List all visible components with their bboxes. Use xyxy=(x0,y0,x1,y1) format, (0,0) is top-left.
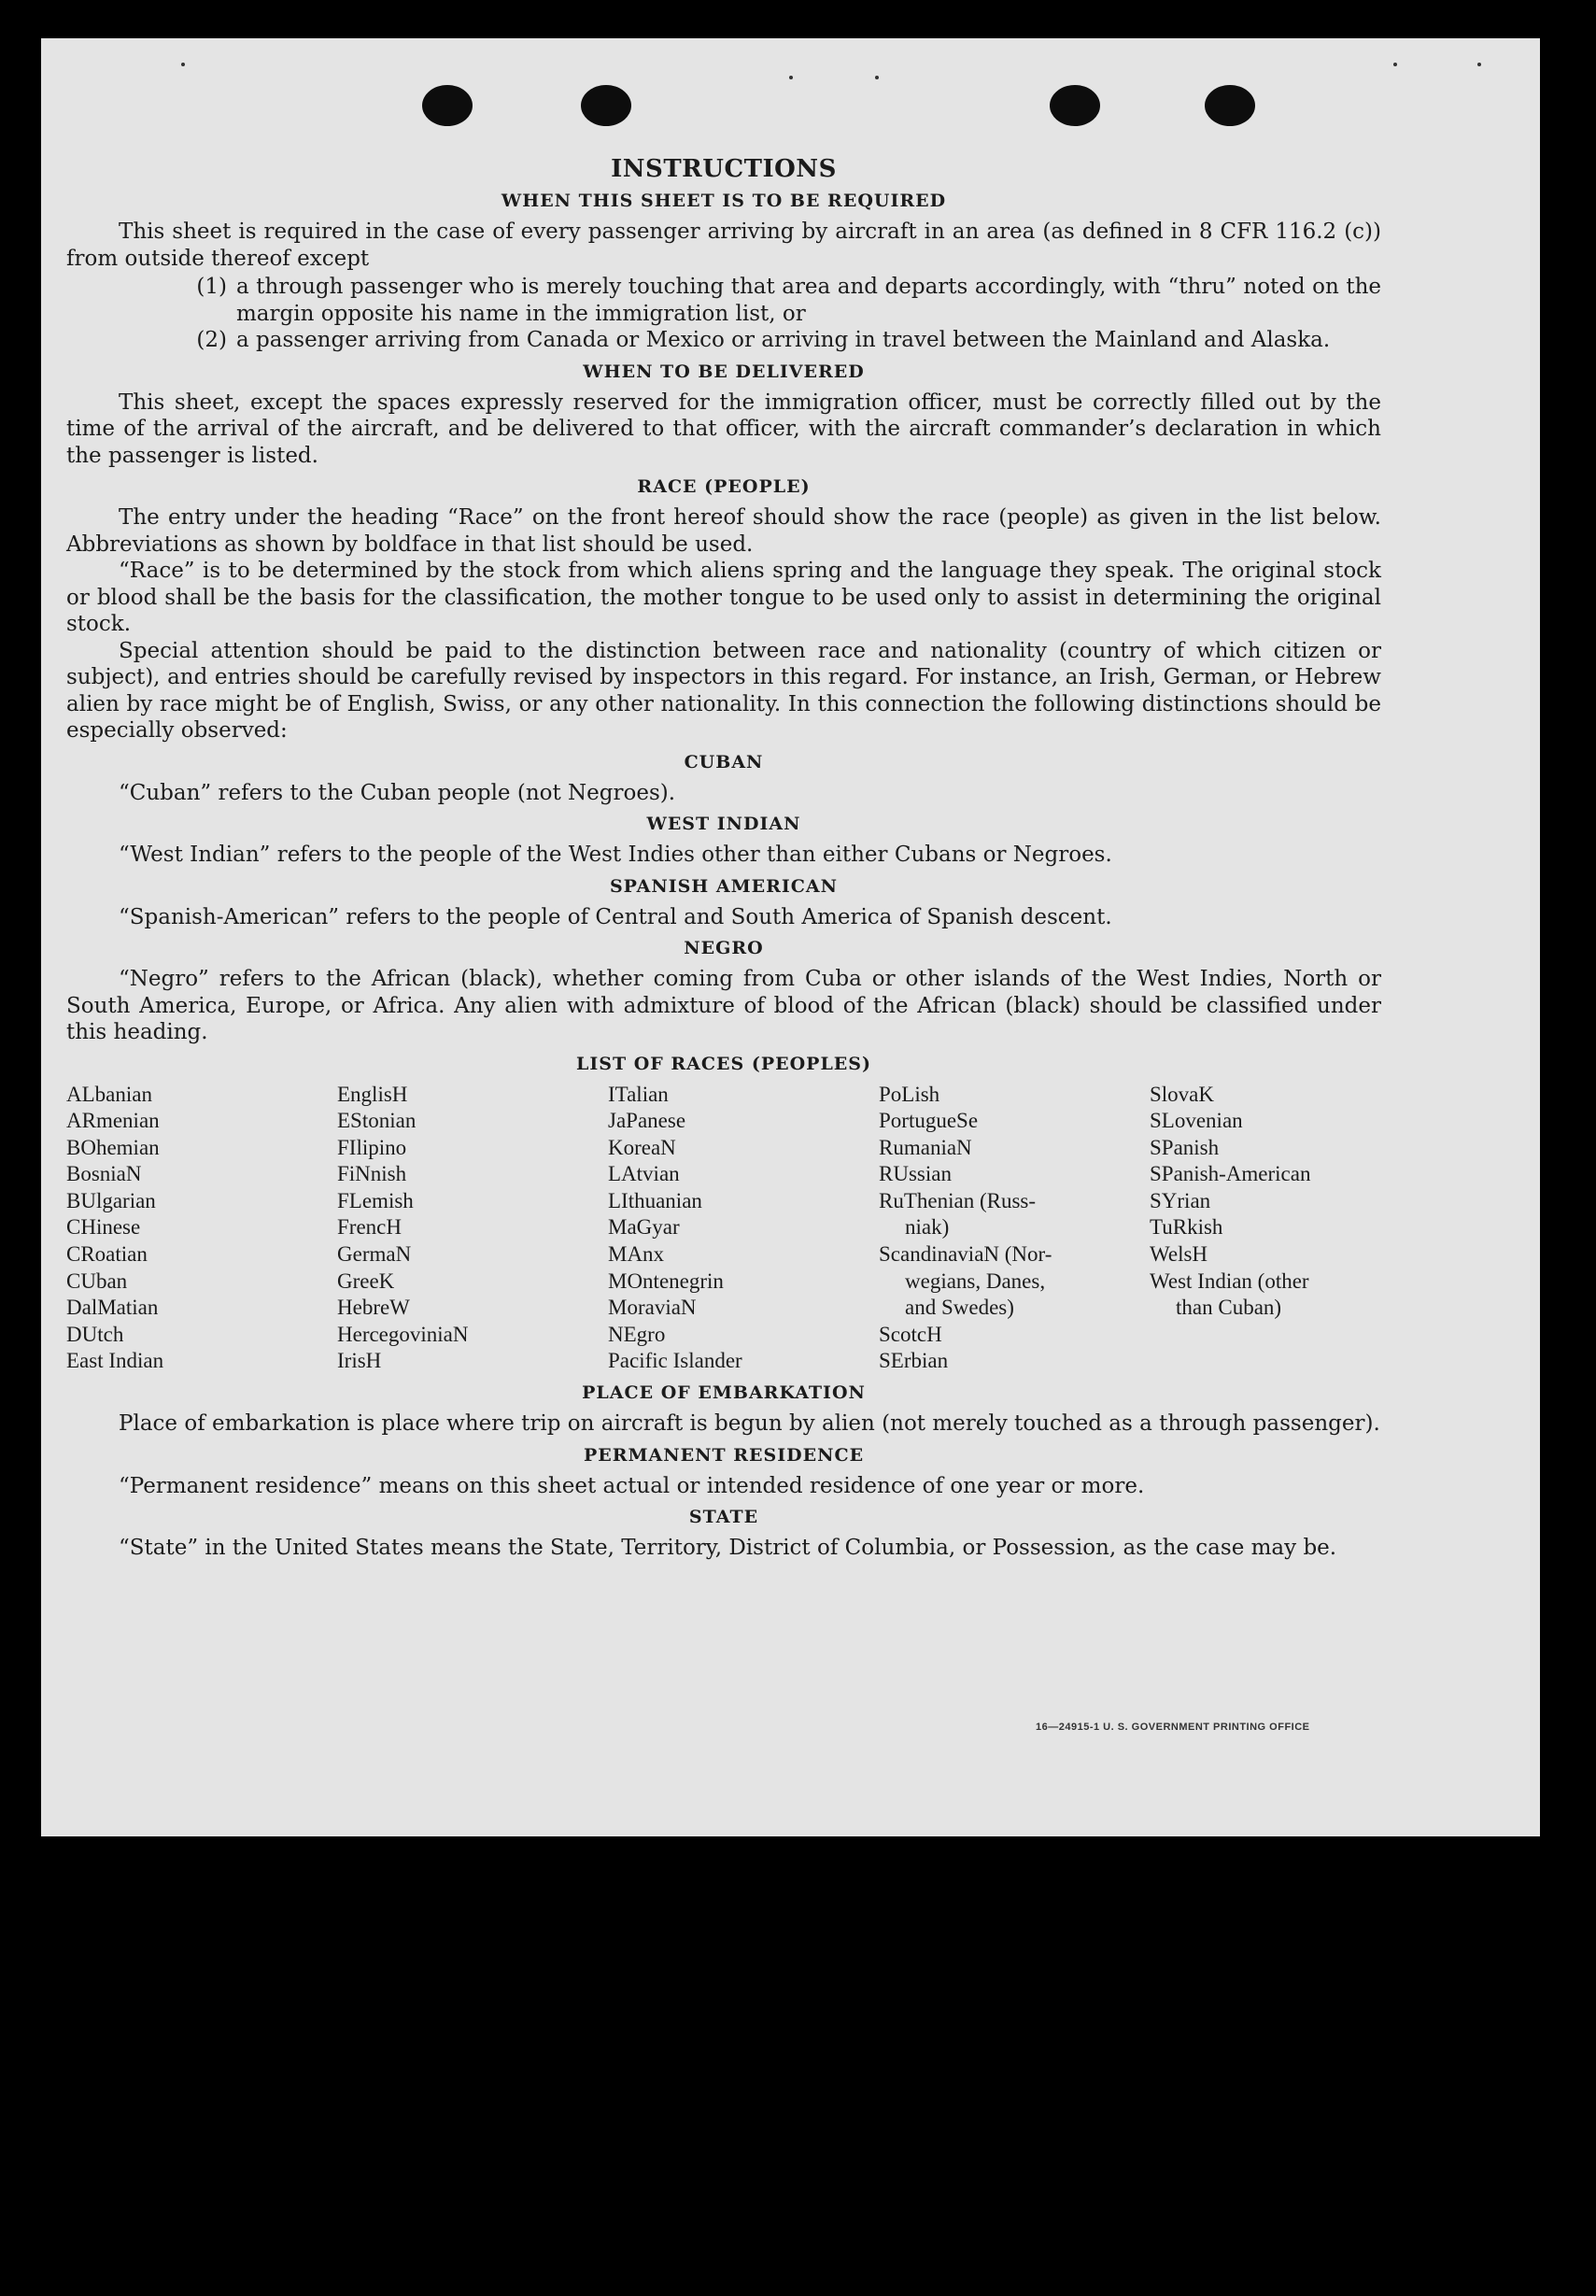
race-entry: KoreaN xyxy=(608,1135,676,1159)
section-heading-west-indian: WEST INDIAN xyxy=(646,814,801,834)
race-entry: RuThenian (Russ- xyxy=(879,1188,1037,1212)
race-entry: TuRkish xyxy=(1150,1215,1223,1240)
races-column xyxy=(1150,1082,1420,1376)
race-entry: NEgro xyxy=(608,1322,666,1346)
form-code: 16—24915-1 U. S. GOVERNMENT PRINTING OFFICE xyxy=(1036,1722,1310,1733)
item-text: a passenger arriving from Canada or Mexico or arriving in travel between the Mainland and Alaska. xyxy=(236,328,1331,352)
page-title: INSTRUCTIONS xyxy=(611,155,837,183)
race-entry: WelsH xyxy=(1150,1242,1208,1267)
race-entry: JaPanese xyxy=(608,1109,686,1133)
race-entry: FLemish xyxy=(337,1188,414,1212)
race-entry: SLovenian xyxy=(1150,1109,1243,1133)
punch-hole xyxy=(581,85,631,126)
race-entry: SPanish-American xyxy=(1150,1162,1311,1186)
race-entry: CHinese xyxy=(66,1215,141,1240)
section-heading-state: STATE xyxy=(688,1507,759,1528)
race-entry: SErbian xyxy=(879,1349,949,1373)
item-text: a through passenger who is merely touching that area and departs accordingly, with “thru” noted on the margin opposite his name in the immigration list, or xyxy=(236,275,1381,326)
race-entry: PortugueSe xyxy=(879,1109,979,1133)
required-items xyxy=(66,274,1381,354)
race-entry: MAnx xyxy=(608,1242,665,1267)
speck xyxy=(875,76,879,79)
race-entry: LAtvian xyxy=(608,1162,680,1186)
race-entry: DUtch xyxy=(66,1322,124,1346)
race-entry: HebreW xyxy=(337,1296,410,1320)
races-column xyxy=(337,1082,608,1376)
race-entry: IrisH xyxy=(337,1349,382,1373)
speck xyxy=(181,63,185,66)
list-item xyxy=(66,327,1381,354)
race-entry: East Indian xyxy=(66,1349,164,1373)
document-sheet xyxy=(41,38,1540,1836)
section-heading-required: WHEN THIS SHEET IS TO BE REQUIRED xyxy=(501,191,947,211)
section-heading-races-list: LIST OF RACES (PEOPLES) xyxy=(576,1053,871,1074)
section-heading-embarkation: PLACE OF EMBARKATION xyxy=(582,1382,866,1404)
section-heading-race: RACE (PEOPLE) xyxy=(637,476,811,497)
spanish-american-text: “Spanish-American” refers to the people of Central and South America of Spanish descent. xyxy=(119,904,1112,929)
section-heading-negro: NEGRO xyxy=(684,938,764,958)
punch-hole xyxy=(1205,85,1255,126)
race-entry: LIthuanian xyxy=(608,1188,702,1212)
race-entry: PoLish xyxy=(879,1082,940,1106)
race-entry: ScandinaviaN (Nor- xyxy=(879,1242,1052,1267)
item-number: (1) xyxy=(196,275,227,299)
race-entry: ITalian xyxy=(608,1082,669,1106)
residence-text: “Permanent residence” means on this sheet actual or intended residence of one year or more. xyxy=(119,1473,1145,1498)
race-entry: HercegoviniaN xyxy=(337,1322,469,1346)
race-entry: FIlipino xyxy=(337,1135,407,1159)
speck xyxy=(789,76,793,79)
race-entry: BosniaN xyxy=(66,1162,142,1186)
race-entry: ScotcH xyxy=(879,1322,942,1346)
race-paragraph-3: Special attention should be paid to the distinction between race and nationality (country of which citizen or subject), and entries should be carefully revised by inspectors in this regard. For instance, an Irish, German, or Hebrew alien by race might be of English, Swiss, or any other nationality. In this connection the following distinctions should be especially observed: xyxy=(66,638,1381,743)
race-entry: SPanish xyxy=(1150,1135,1220,1159)
west-indian-text: “West Indian” refers to the people of the West Indies other than either Cubans or Negroes. xyxy=(119,843,1112,867)
negro-text: “Negro” refers to the African (black), whether coming from Cuba or other islands of the West Indies, North or South America, Europe, or Africa. Any alien with admixture of blood of the African (black) should be classified under this heading. xyxy=(66,967,1381,1044)
section-heading-residence: PERMANENT RESIDENCE xyxy=(583,1444,865,1466)
state-text: “State” in the United States means the State, Territory, District of Columbia, or Possession, as the case may be. xyxy=(119,1536,1337,1561)
race-entry: West Indian (other xyxy=(1150,1268,1309,1293)
race-entry: ARmenian xyxy=(66,1109,160,1133)
punch-hole xyxy=(422,85,473,126)
race-entry: MaGyar xyxy=(608,1215,680,1240)
section-heading-cuban: CUBAN xyxy=(684,751,764,772)
race-entry: GreeK xyxy=(337,1268,395,1293)
race-entry: BOhemian xyxy=(66,1135,160,1159)
race-entry: CUban xyxy=(66,1268,128,1293)
race-entry: CRoatian xyxy=(66,1242,148,1267)
race-entry: Pacific Islander xyxy=(608,1349,742,1373)
required-intro: This sheet is required in the case of every passenger arriving by aircraft in an area (as defined in 8 CFR 116.2 (c)) from outside thereof except xyxy=(66,220,1381,271)
race-entry: RumaniaN xyxy=(879,1135,972,1159)
races-column xyxy=(66,1082,337,1376)
races-table xyxy=(66,1082,1381,1376)
race-entry-continuation: and Swedes) xyxy=(905,1296,1014,1320)
item-number: (2) xyxy=(196,328,227,352)
list-item xyxy=(66,274,1381,327)
race-entry: DalMatian xyxy=(66,1296,159,1320)
race-entry-continuation: niak) xyxy=(905,1215,950,1240)
race-entry: MoraviaN xyxy=(608,1296,697,1320)
race-entry: RUssian xyxy=(879,1162,952,1186)
race-paragraph-1: The entry under the heading “Race” on the front hereof should show the race (people) as given in the list below. Abbreviations as shown by boldface in that list should be used. xyxy=(66,505,1381,557)
race-entry: BUlgarian xyxy=(66,1188,156,1212)
race-entry: SYrian xyxy=(1150,1188,1211,1212)
section-heading-delivered: WHEN TO BE DELIVERED xyxy=(583,361,865,382)
race-entry: EStonian xyxy=(337,1109,417,1133)
race-entry: EnglisH xyxy=(337,1082,408,1106)
race-entry: FrencH xyxy=(337,1215,402,1240)
race-entry: ALbanian xyxy=(66,1082,152,1106)
delivered-text: This sheet, except the spaces expressly reserved for the immigration officer, must be correctly filled out by the time of the arrival of the aircraft, and be delivered to that officer, with the aircraft commander’s declaration in which the passenger is listed. xyxy=(66,390,1381,468)
race-entry-continuation: wegians, Danes, xyxy=(905,1268,1046,1293)
cuban-text: “Cuban” refers to the Cuban people (not Negroes). xyxy=(119,780,676,805)
race-entry: MOntenegrin xyxy=(608,1268,724,1293)
instructions-body xyxy=(66,155,1381,1562)
race-entry-continuation: than Cuban) xyxy=(1176,1296,1282,1320)
embarkation-text: Place of embarkation is place where trip on aircraft is begun by alien (not merely touched as a through passenger). xyxy=(119,1411,1380,1437)
punch-hole xyxy=(1050,85,1100,126)
race-paragraph-2: “Race” is to be determined by the stock from which aliens spring and the language they speak. The original stock or blood shall be the basis for the classification, the mother tongue to be used only to assist in determining the original stock. xyxy=(66,559,1381,636)
races-column xyxy=(608,1082,879,1376)
race-entry: FiNnish xyxy=(337,1162,407,1186)
races-column xyxy=(879,1082,1150,1376)
speck xyxy=(1393,63,1397,66)
section-heading-spanish-american: SPANISH AMERICAN xyxy=(609,875,839,897)
race-entry: GermaN xyxy=(337,1242,412,1267)
race-entry: SlovaK xyxy=(1150,1082,1214,1106)
speck xyxy=(1477,63,1481,66)
